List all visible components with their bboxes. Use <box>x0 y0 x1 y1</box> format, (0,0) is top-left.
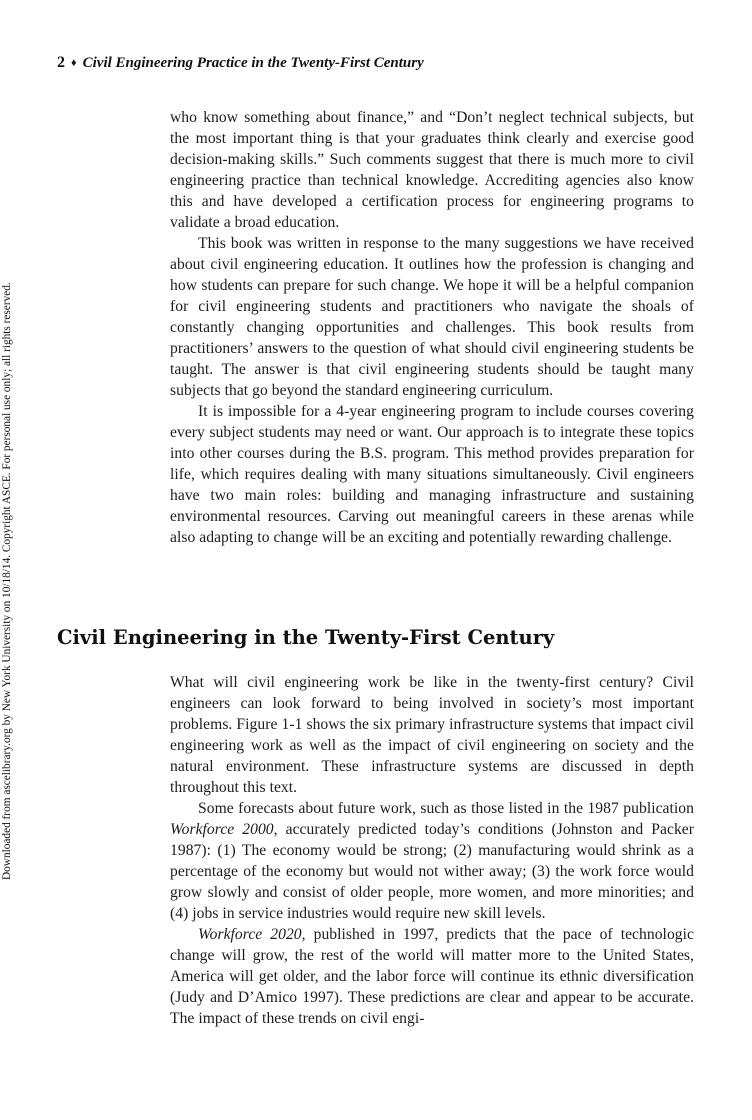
book-title: Civil Engineering Practice in the Twenty-First Century <box>82 55 424 71</box>
section1-body <box>170 107 694 548</box>
paragraph: What will civil engineering work be like in the twenty-first century? Civil engineers can look forward to being involved in society’s most important problems. Figure 1-1 shows the six primary infrastructure systems that impact civil engineering work as well as the impact of civil engineering on society and the natural environment. These infrastructure systems are discussed in depth throughout this text. <box>170 674 694 796</box>
paragraph: This book was written in response to the many suggestions we have received about civil engineering education. It outlines how the profession is changing and how students can prepare for such change. We hope it will be a helpful companion for civil engineering students and practitioners who navigate the shoals of constantly changing opportunities and challenges. This book results from practitioners’ answers to the question of what should civil engineering students be taught. The answer is that civil engineering students should be taught many subjects that go beyond the standard engineering curriculum. <box>170 235 694 399</box>
running-header <box>57 54 424 72</box>
text-run: , published in 1997, predicts that the pace of technologic change will grow, the rest of the world will matter more to the United States, America will get older, and the labor force will continue its ethnic diversification (Judy and D’Amico 1997). These predictions are clear and appear to be accurate. The impact of these trends on civil engi- <box>170 926 694 1027</box>
bullet-icon: ♦ <box>71 57 77 69</box>
section-heading: Civil Engineering in the Twenty-First Century <box>57 626 555 649</box>
copyright-text: Downloaded from ascelibrary.org by New York University on 10/18/14. Copyright ASCE. For personal use only; all rights reserved. <box>1 282 13 880</box>
publication-title: Workforce 2000 <box>170 821 274 838</box>
paragraph: who know something about finance,” and “Don’t neglect technical subjects, but the most important thing is that your graduates think clearly and exercise good decision-making skills.” Such comments suggest that there is much more to civil engineering practice than technical knowledge. Accrediting agencies also know this and have developed a certification process for engineering programs to validate a broad education. <box>170 109 694 231</box>
paragraph <box>170 798 694 924</box>
text-run: , accurately predicted today’s conditions (Johnston and Packer 1987): (1) The economy would be strong; (2) manufacturing would shrink as a percentage of the economy but would not wither away; (3) the work force would grow slowly and consist of older people, more women, and more minorities; and (4) jobs in service industries would require new skill levels. <box>170 821 694 922</box>
section2-body <box>170 672 694 1029</box>
publication-title: Workforce 2020 <box>198 926 302 943</box>
page-number: 2 <box>57 54 65 71</box>
paragraph <box>170 924 694 1029</box>
copyright-side-note <box>1 232 15 892</box>
text-run: Some forecasts about future work, such as those listed in the 1987 publication <box>198 800 694 817</box>
paragraph: It is impossible for a 4-year engineering program to include courses covering every subject students may need or want. Our approach is to integrate these topics into other courses during the B.S. program. This method provides preparation for life, which requires dealing with many situations simultaneously. Civil engineers have two main roles: building and managing infrastructure and sustaining environmental resources. Carving out meaningful careers in these arenas while also adapting to change will be an exciting and potentially rewarding challenge. <box>170 403 694 546</box>
